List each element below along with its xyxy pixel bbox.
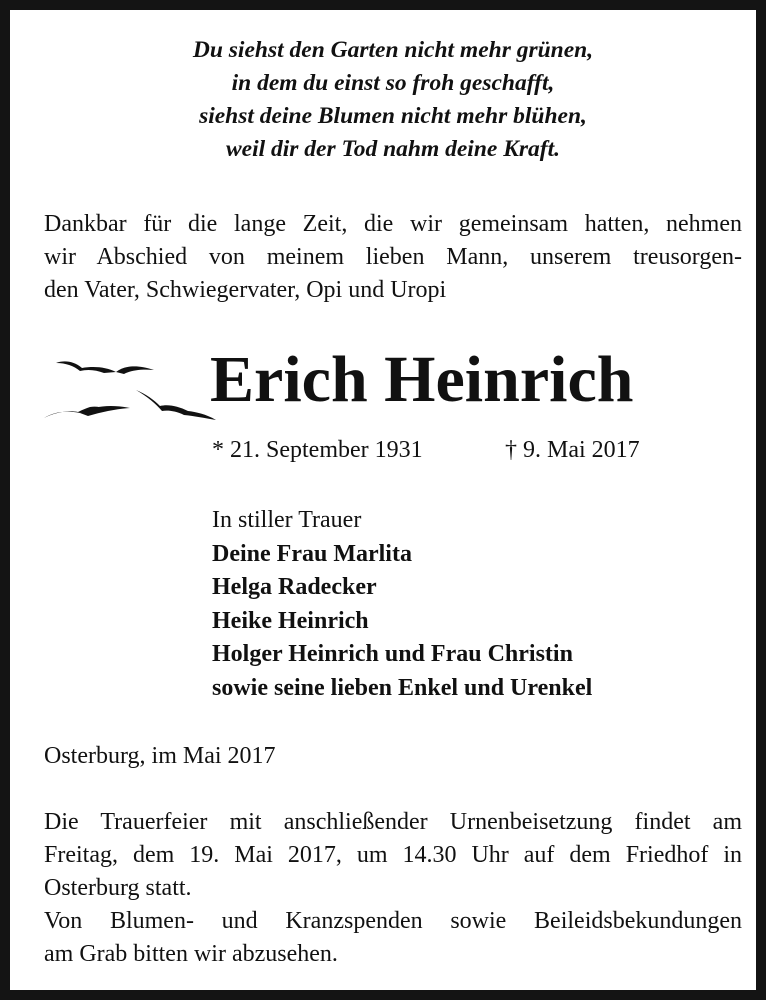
mourners-list [212, 504, 592, 705]
mourner-name: Heike Heinrich [212, 607, 369, 634]
intro-paragraph [44, 208, 742, 307]
place-date: Osterburg, im Mai 2017 [44, 743, 276, 769]
flying-birds-icon [44, 354, 216, 426]
poem-line: siehst deine Blumen nicht mehr blühen, [199, 103, 587, 129]
funeral-line: Freitag, dem 19. Mai 2017, um 14.30 Uhr auf dem Friedhof in [44, 842, 742, 868]
funeral-line: Osterburg statt. [44, 875, 192, 901]
mourner-name: Deine Frau Marlita [212, 540, 412, 567]
mourners-intro: In stiller Trauer [212, 507, 362, 533]
funeral-line: Die Trauerfeier mit anschließender Urnenbeisetzung findet am [44, 809, 742, 835]
birth-date: * 21. September 1931 [212, 437, 423, 463]
funeral-notice [44, 806, 742, 971]
mourner-name: Helga Radecker [212, 574, 377, 600]
poem-line: in dem du einst so froh geschafft, [231, 70, 555, 96]
intro-line: Dankbar für die lange Zeit, die wir gemeinsam hatten, nehmen [44, 211, 742, 237]
funeral-line: Von Blumen- und Kranzspenden sowie Beileidsbekundungen [44, 908, 742, 934]
poem-line: weil dir der Tod nahm deine Kraft. [225, 136, 561, 162]
intro-line: den Vater, Schwiegervater, Opi und Uropi [44, 277, 447, 303]
death-date: † 9. Mai 2017 [505, 437, 640, 463]
mourner-name: sowie seine lieben Enkel und Urenkel [212, 674, 593, 701]
poem-line: Du siehst den Garten nicht mehr grünen, [192, 37, 594, 63]
intro-line: wir Abschied von meinem lieben Mann, unserem treusorgen- [44, 244, 742, 270]
funeral-line: am Grab bitten wir abzusehen. [44, 941, 338, 967]
deceased-name: Erich Heinrich [210, 343, 634, 416]
mourner-name: Holger Heinrich und Frau Christin [212, 641, 573, 667]
memorial-poem [10, 34, 766, 166]
